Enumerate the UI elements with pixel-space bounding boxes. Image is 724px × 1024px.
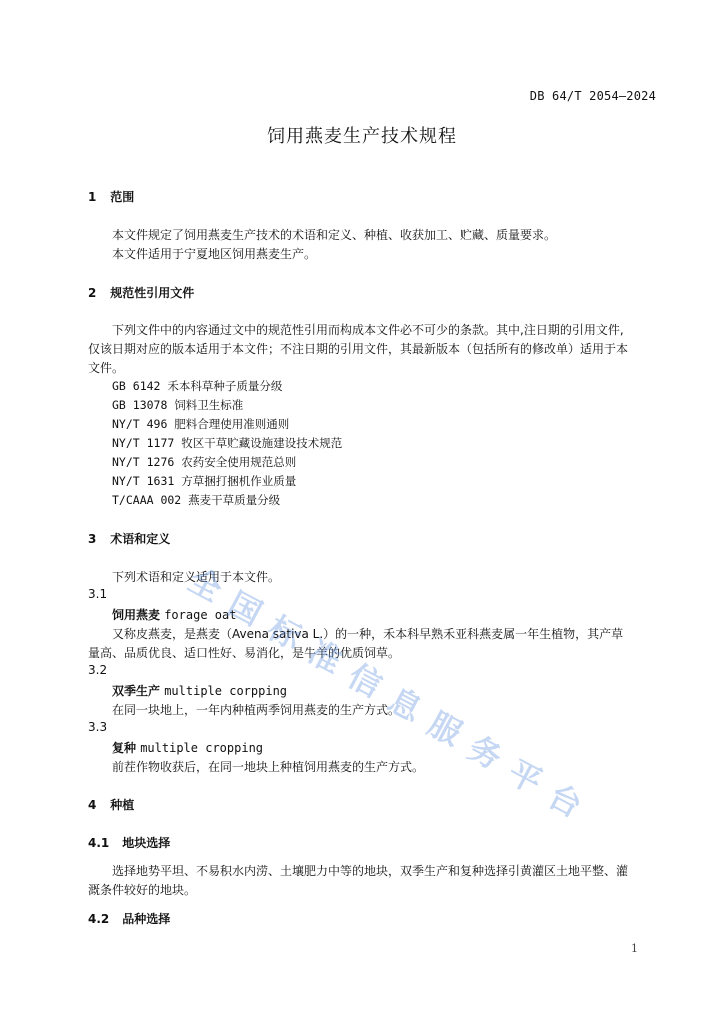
subsection-4-1-paragraph-line-1: 选择地势平坦、不易积水内涝、土壤肥力中等的地块，双季生产和复种选择引黄灌区土地平整、灌 (112, 864, 629, 878)
subsection-title: 地块选择 (122, 836, 171, 850)
watermark-glyph: 标 (262, 608, 309, 658)
term-chinese: 复种 (112, 741, 137, 755)
term-definition-line-1: 又称皮燕麦，是燕麦（Avena sativa L.）的一种，禾本科早熟禾亚科燕麦属一年生植物，其产草 (112, 627, 624, 641)
watermark-glyph: 服 (422, 704, 469, 754)
reference-item: GB 13078 饲料卫生标准 (112, 398, 244, 412)
term-number: 3.2 (88, 663, 108, 677)
reference-item: GB 6142 禾本科草种子质量分级 (112, 379, 283, 393)
section-3-heading (88, 530, 170, 547)
reference-item: NY/T 1177 牧区干草贮藏设施建设技术规范 (112, 436, 343, 450)
section-title: 种植 (110, 798, 135, 812)
subsection-number: 4.1 (88, 836, 110, 850)
term-heading (112, 739, 263, 756)
subsection-number: 4.2 (88, 912, 110, 926)
term-heading (112, 682, 287, 699)
document-title: 饲用燕麦生产技术规程 (267, 126, 457, 147)
watermark-glyph: 全 (182, 560, 229, 610)
section-number: 3 (88, 532, 97, 546)
term-definition-line-1: 在同一块地上，一年内种植两季饲用燕麦的生产方式。 (112, 703, 401, 717)
term-english: multiple corpping (164, 684, 288, 698)
watermark-glyph: 准 (302, 632, 349, 682)
watermark-glyph: 信 (342, 656, 389, 706)
subsection-title: 品种选择 (122, 912, 171, 926)
term-definition-line-2: 量高、品质优良、适口性好、易消化，是牛羊的优质饲草。 (88, 646, 401, 660)
watermark-glyph: 台 (542, 776, 589, 826)
section-2-intro-line-2: 仅该日期对应的版本适用于本文件；不注日期的引用文件，其最新版本（包括所有的修改单）适用于本 (88, 342, 629, 356)
term-definition-line-1: 前茬作物收获后，在同一地块上种植饲用燕麦的生产方式。 (112, 760, 425, 774)
reference-item: NY/T 496 肥料合理使用准则通则 (112, 417, 290, 431)
section-4-heading (88, 796, 134, 813)
section-1-paragraph-2: 本文件适用于宁夏地区饲用燕麦生产。 (112, 247, 317, 261)
watermark-glyph: 平 (502, 752, 549, 802)
section-number: 2 (88, 286, 97, 300)
section-1-heading (88, 188, 134, 205)
term-heading (112, 606, 236, 623)
subsection-4-1-paragraph-line-2: 溉条件较好的地块。 (88, 883, 197, 897)
watermark-glyph: 国 (222, 584, 269, 634)
section-number: 1 (88, 190, 97, 204)
section-1-paragraph-1: 本文件规定了饲用燕麦生产技术的术语和定义、种植、收获加工、贮藏、质量要求。 (112, 228, 557, 242)
term-number: 3.3 (88, 720, 108, 734)
section-title: 范围 (110, 190, 135, 204)
watermark-glyph: 务 (462, 728, 509, 778)
reference-item: T/CAAA 002 燕麦干草质量分级 (112, 493, 281, 507)
term-chinese: 双季生产 (112, 684, 161, 698)
subsection-4-2-heading (88, 910, 170, 927)
term-english: multiple cropping (140, 741, 264, 755)
section-title: 规范性引用文件 (110, 286, 195, 300)
standard-code: DB 64/T 2054—2024 (529, 89, 656, 103)
term-number: 3.1 (88, 587, 108, 601)
section-number: 4 (88, 798, 97, 812)
reference-item: NY/T 1631 方草捆打捆机作业质量 (112, 474, 297, 488)
reference-item: NY/T 1276 农药安全使用规范总则 (112, 455, 297, 469)
page-number: 1 (631, 942, 638, 955)
section-2-intro-line-1: 下列文件中的内容通过文中的规范性引用而构成本文件必不可少的条款。其中,注日期的引用文件, (112, 323, 624, 337)
section-2-intro-line-3: 文件。 (88, 361, 125, 375)
section-title: 术语和定义 (110, 532, 171, 546)
section-3-intro: 下列术语和定义适用于本文件。 (112, 570, 281, 584)
subsection-4-1-heading (88, 834, 170, 851)
watermark-glyph: 息 (382, 680, 429, 730)
term-chinese: 饲用燕麦 (112, 608, 161, 622)
section-2-heading (88, 284, 194, 301)
term-english: forage oat (164, 608, 237, 622)
